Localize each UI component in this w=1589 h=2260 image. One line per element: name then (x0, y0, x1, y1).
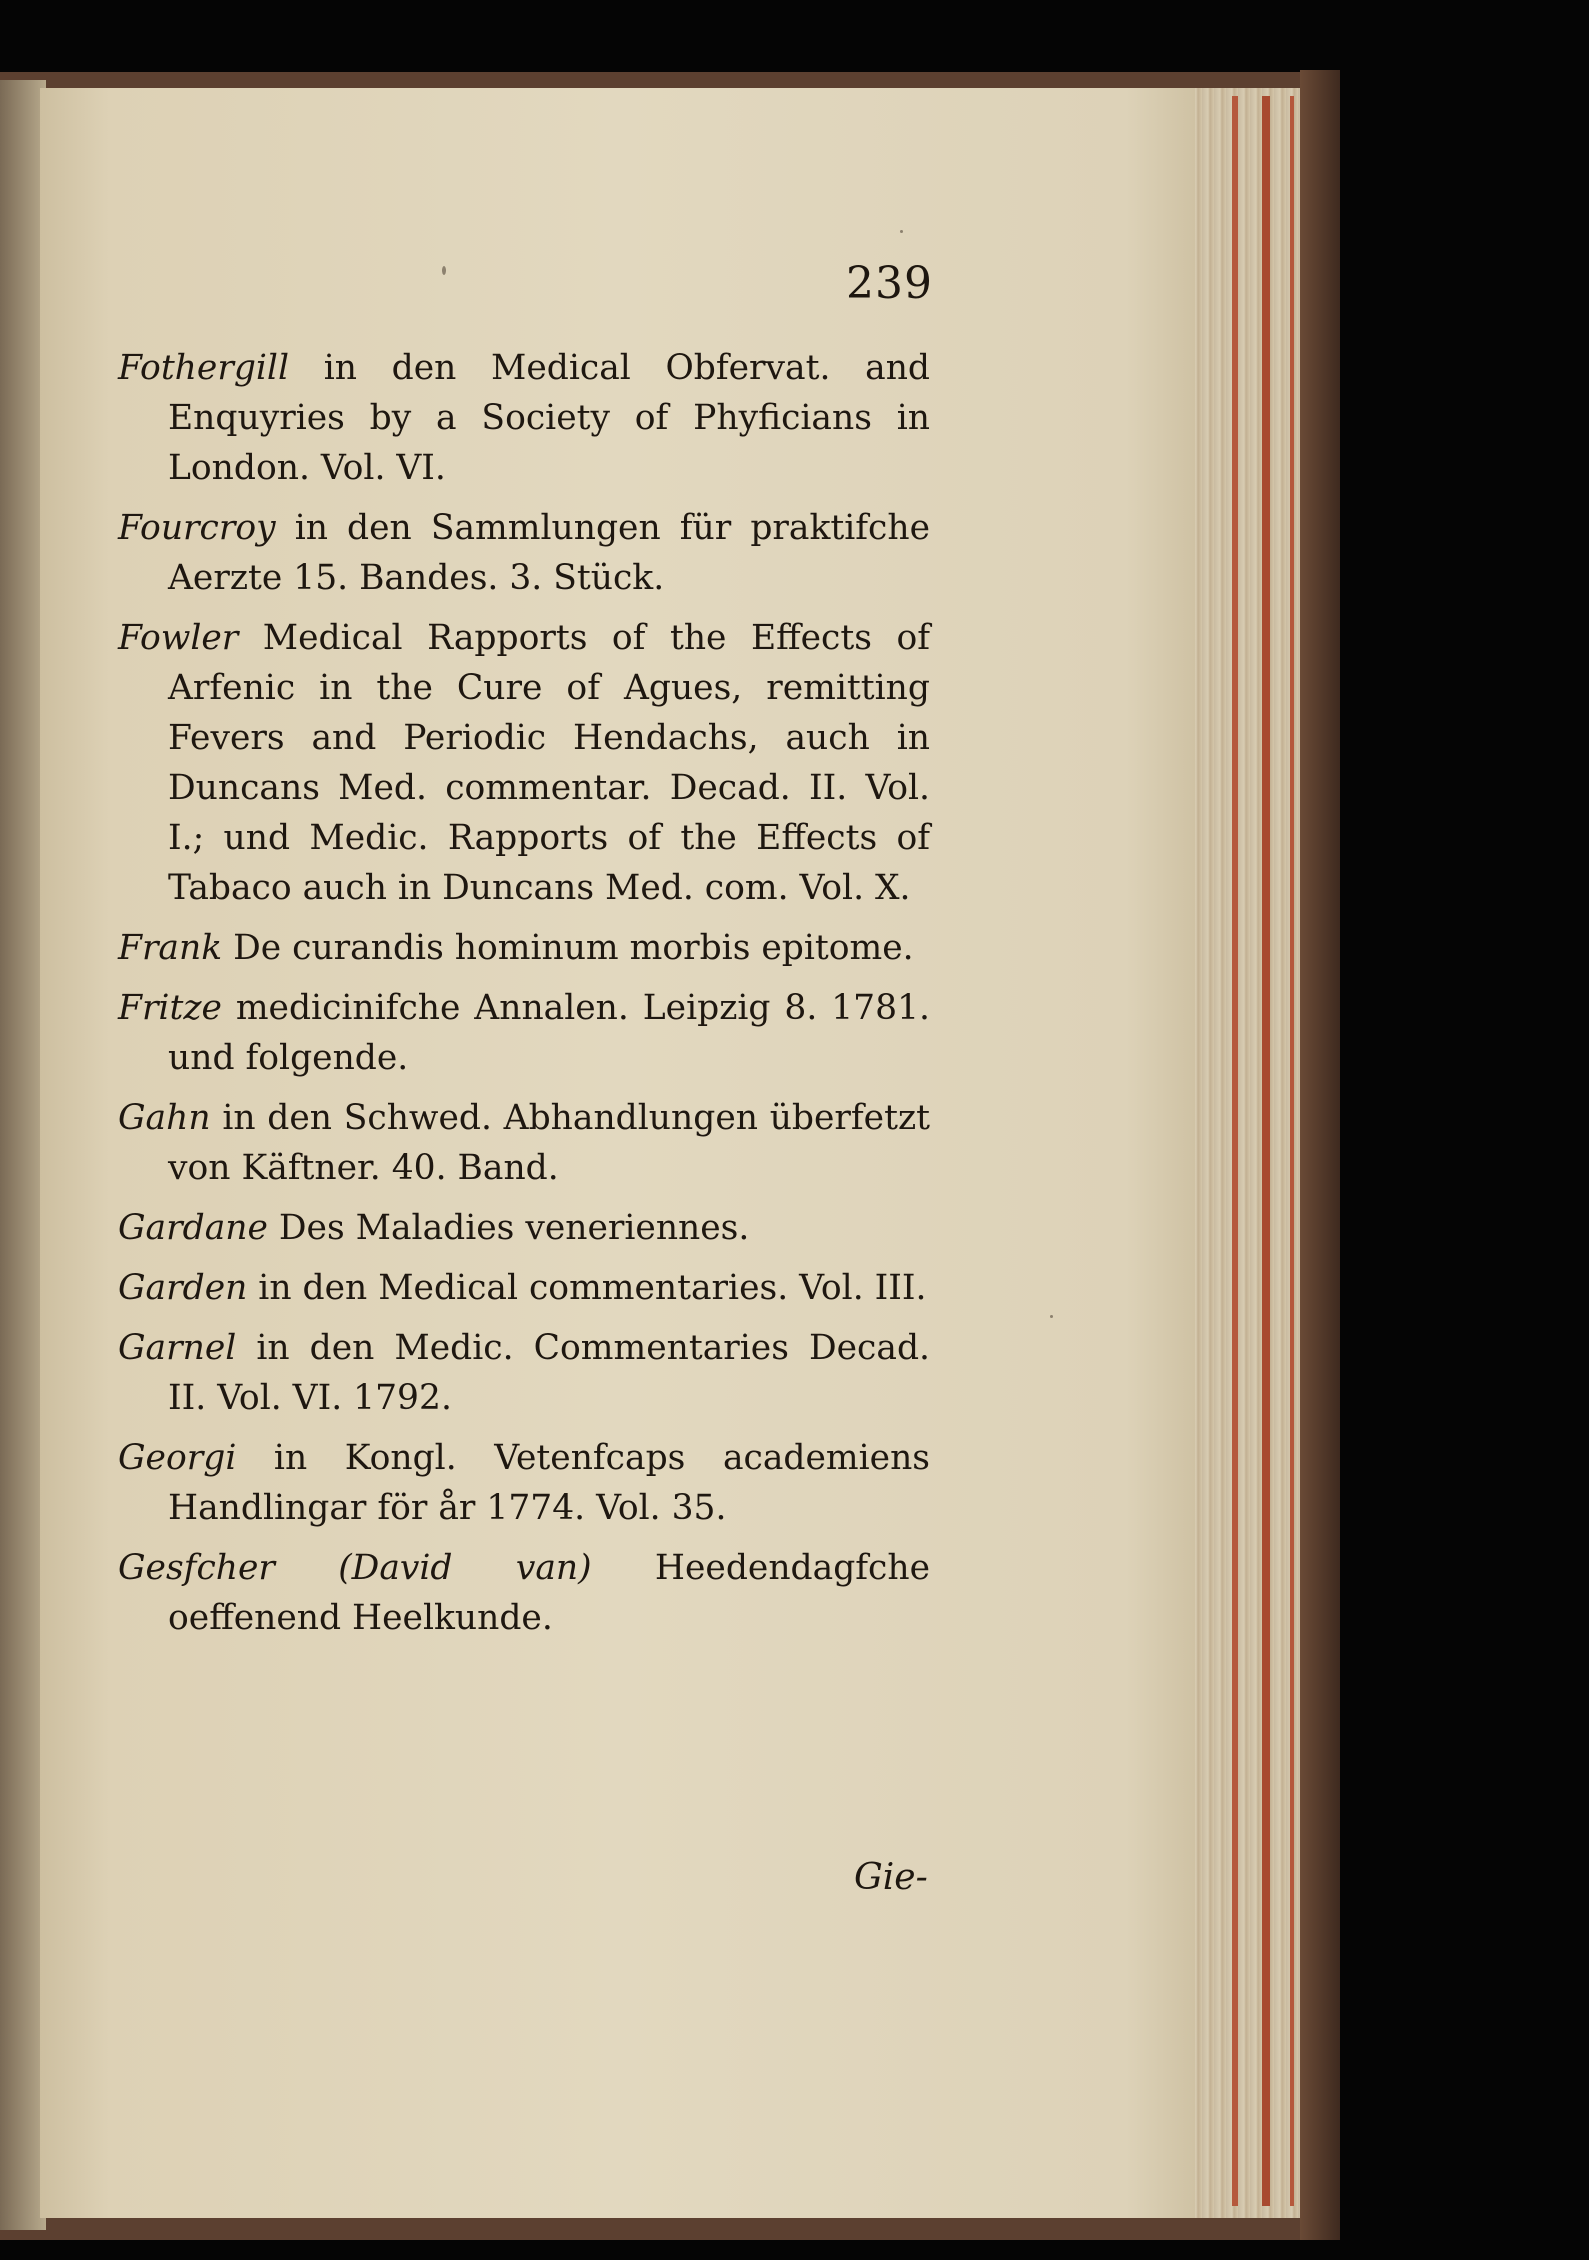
red-page-edge (1290, 96, 1294, 2206)
bibliography-entry (118, 1263, 930, 1313)
entry-author: Garnel (118, 1328, 237, 1368)
entry-author: Fritze (118, 988, 222, 1028)
entry-text: Des Maladies veneriennes. (267, 1208, 750, 1248)
bibliography-entry (118, 923, 930, 973)
entry-text: Heedendagfche oeffenend Heelkunde. (168, 1548, 931, 1638)
book-spine-edge (1300, 70, 1340, 2240)
entry-text: in den Schwed. Abhandlungen überfetzt von Käftner. 40. Band. (168, 1098, 930, 1188)
entry-author: Frank (118, 928, 223, 968)
bibliography-entry (118, 1543, 930, 1643)
ink-speck (1050, 1315, 1053, 1318)
entry-text: in Kongl. Vetenfcaps academiens Handlingar för år 1774. Vol. 35. (168, 1438, 930, 1528)
page-edges (1190, 88, 1305, 2218)
entry-text: Medical Rapports of the Effects of Arfenic in the Cure of Agues, remitting Fevers and Periodic Hendachs, auch in Duncans Med. commentar. Decad. II. Vol. I.; und Medic. Rapports of the Effects of Tabaco auch in Duncans Med. com. Vol. X. (168, 618, 930, 908)
entry-text: De curandis hominum morbis epitome. (222, 928, 914, 968)
ink-speck (900, 230, 903, 233)
catchword: Gie- (854, 1857, 928, 1898)
bibliography-entry (118, 1323, 930, 1423)
bibliography-entry (118, 343, 930, 493)
entry-text: in den Sammlungen für praktifche Aerzte 15. Bandes. 3. Stück. (168, 508, 930, 598)
entry-author: Gardane (118, 1208, 268, 1248)
entry-text: in den Medic. Commentaries Decad. II. Vol. VI. 1792. (168, 1328, 930, 1418)
entry-author: Garden (118, 1268, 248, 1308)
entry-author: Gesfcher (David van) (118, 1548, 592, 1588)
ink-speck (442, 266, 446, 275)
red-page-edge (1262, 96, 1270, 2206)
entry-author: Gahn (118, 1098, 211, 1138)
entry-text: in den Medical commentaries. Vol. III. (247, 1268, 927, 1308)
entry-author: Fowler (118, 618, 239, 658)
entry-text: in den Medical Obfervat. and Enquyries by a Society of Phyficians in London. Vol. VI. (168, 348, 930, 488)
entry-author: Fourcroy (118, 508, 276, 548)
bibliography-list (118, 343, 930, 1653)
entry-author: Fothergill (118, 348, 290, 388)
entry-author: Georgi (118, 1438, 237, 1478)
bibliography-entry (118, 983, 930, 1083)
entry-text: medicinifche Annalen. Leipzig 8. 1781. und folgende. (168, 988, 930, 1078)
bibliography-entry (118, 503, 930, 603)
bibliography-entry (118, 1433, 930, 1533)
bibliography-entry (118, 613, 930, 913)
red-page-edge (1232, 96, 1238, 2206)
bibliography-entry (118, 1203, 930, 1253)
page-number: 239 (846, 258, 933, 309)
bibliography-entry (118, 1093, 930, 1193)
